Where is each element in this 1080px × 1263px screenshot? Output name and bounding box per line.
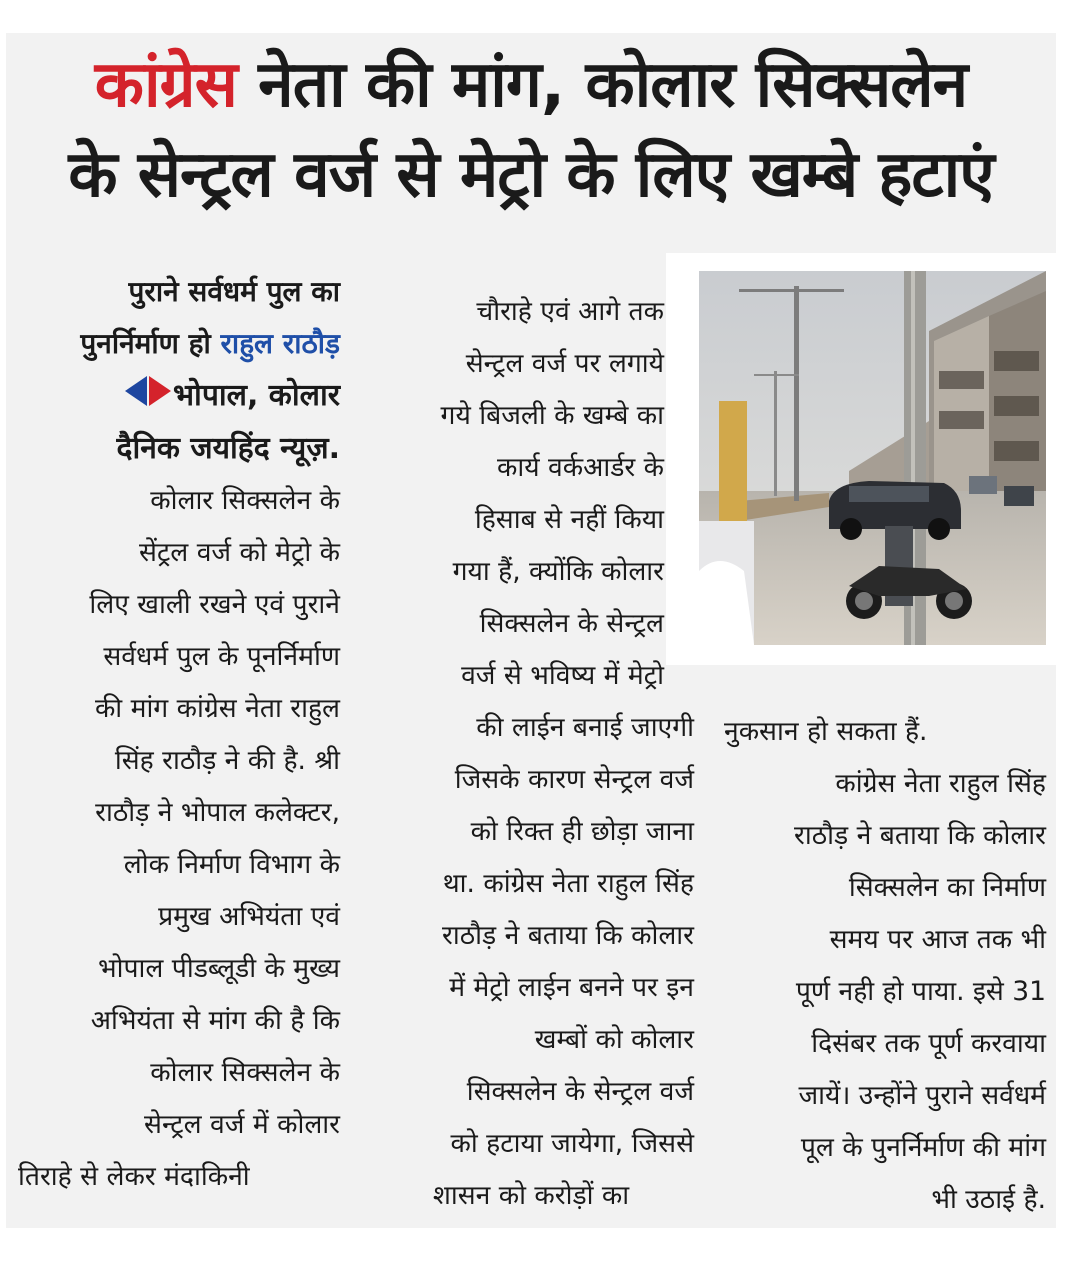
subheadline-line-1: पुराने सर्वधर्म पुल का	[128, 275, 340, 308]
dateline-flag-icon	[125, 371, 171, 423]
body-line: सेन्ट्रल वर्ज में कोलार	[144, 1108, 340, 1140]
body-line: राठौड़ ने भोपाल कलेक्टर,	[95, 796, 340, 828]
body-line: को हटाया जायेगा, जिससे	[450, 1128, 694, 1159]
body-line: राठौड़ ने बताया कि कोलार	[442, 920, 694, 951]
news-photo	[699, 271, 1046, 645]
body-line: खम्बों को कोलार	[534, 1024, 694, 1055]
body-line: कार्य वर्कआर्डर के	[497, 452, 664, 483]
body-line: सेन्ट्रल वर्ज पर लगाये	[465, 348, 664, 379]
body-line: जायें। उन्होंने पुराने सर्वधर्म	[798, 1080, 1046, 1111]
dateline-place	[18, 370, 340, 423]
body-line: सिक्सलेन के सेन्ट्रल वर्ज	[466, 1076, 694, 1107]
body-line: गये बिजली के खम्बे का	[440, 400, 664, 431]
body-line: हिसाब से नहीं किया	[474, 504, 664, 535]
body-line: प्रमुख अभियंता एवं	[158, 900, 340, 932]
body-line: था. कांग्रेस नेता राहुल सिंह	[442, 868, 694, 899]
dateline-place-text: भोपाल, कोलार	[172, 378, 340, 413]
body-line: कोलार सिक्सलेन के	[150, 484, 340, 516]
body-line: को रिक्त ही छोड़ा जाना	[470, 816, 694, 847]
headline-line-1-rest: नेता की मांग, कोलार सिक्सलेन	[236, 48, 968, 122]
body-line: तिराहे से लेकर मंदाकिनी	[18, 1160, 250, 1192]
body-line: सेंट्रल वर्ज को मेट्रो के	[139, 536, 340, 568]
body-line: पूल के पुनर्निर्माण की मांग	[800, 1132, 1046, 1163]
body-line: लोक निर्माण विभाग के	[123, 848, 340, 880]
body-line: की मांग कांग्रेस नेता राहुल	[94, 692, 340, 724]
headline-highlight: कांग्रेस	[94, 48, 237, 122]
article-column-2	[368, 286, 694, 1222]
body-line: अभियंता से मांग की है कि	[90, 1004, 340, 1036]
body-line: चौराहे एवं आगे तक	[476, 296, 664, 327]
headline-line-1	[6, 40, 1056, 130]
body-line: सर्वधर्म पुल के पूनर्निर्माण	[103, 640, 340, 672]
body-line: भी उठाई है.	[931, 1184, 1046, 1215]
headline-line-2: के सेन्ट्रल वर्ज से मेट्रो के लिए खम्बे हटाएं	[68, 138, 994, 212]
subheadline-prefix: पुनर्निर्माण हो	[80, 327, 221, 360]
street-scene-illustration	[699, 271, 1046, 645]
body-line: की लाईन बनाई जाएगी	[476, 712, 694, 743]
body-line: भोपाल पीडब्लूडी के मुख्य	[97, 952, 340, 984]
subheadline-name: राहुल राठौड़	[220, 327, 340, 360]
body-line: गया हैं, क्योंकि कोलार	[452, 556, 664, 587]
article-column-1	[18, 266, 340, 1203]
dateline-source: दैनिक जयहिंद न्यूज़.	[116, 430, 340, 466]
body-line: दिसंबर तक पूर्ण करवाया	[811, 1028, 1046, 1059]
body-line: में मेट्रो लाईन बनने पर इन	[449, 972, 694, 1003]
body-line: शासन को करोड़ों का	[432, 1180, 630, 1211]
subheadline-line-2	[18, 318, 340, 370]
body-line: पूर्ण नही हो पाया. इसे 31	[795, 976, 1046, 1007]
body-line: सिंह राठौड़ ने की है. श्री	[114, 744, 340, 776]
body-line: कोलार सिक्सलेन के	[150, 1056, 340, 1088]
body-line: सिक्सलेन के सेन्ट्रल	[479, 608, 664, 639]
headline	[6, 40, 1056, 220]
body-line: जिसके कारण सेन्ट्रल वर्ज	[454, 764, 694, 795]
body-line: राठौड़ ने बताया कि कोलार	[794, 820, 1046, 851]
article-column-3	[716, 706, 1046, 1226]
body-line: वर्ज से भविष्य में मेट्रो	[461, 660, 664, 691]
body-line: सिक्सलेन का निर्माण	[848, 872, 1046, 903]
body-line: कांग्रेस नेता राहुल सिंह	[835, 768, 1046, 799]
body-line: समय पर आज तक भी	[829, 924, 1046, 955]
body-line: लिए खाली रखने एवं पुराने	[89, 588, 340, 620]
body-line: नुकसान हो सकता हैं.	[724, 716, 928, 747]
